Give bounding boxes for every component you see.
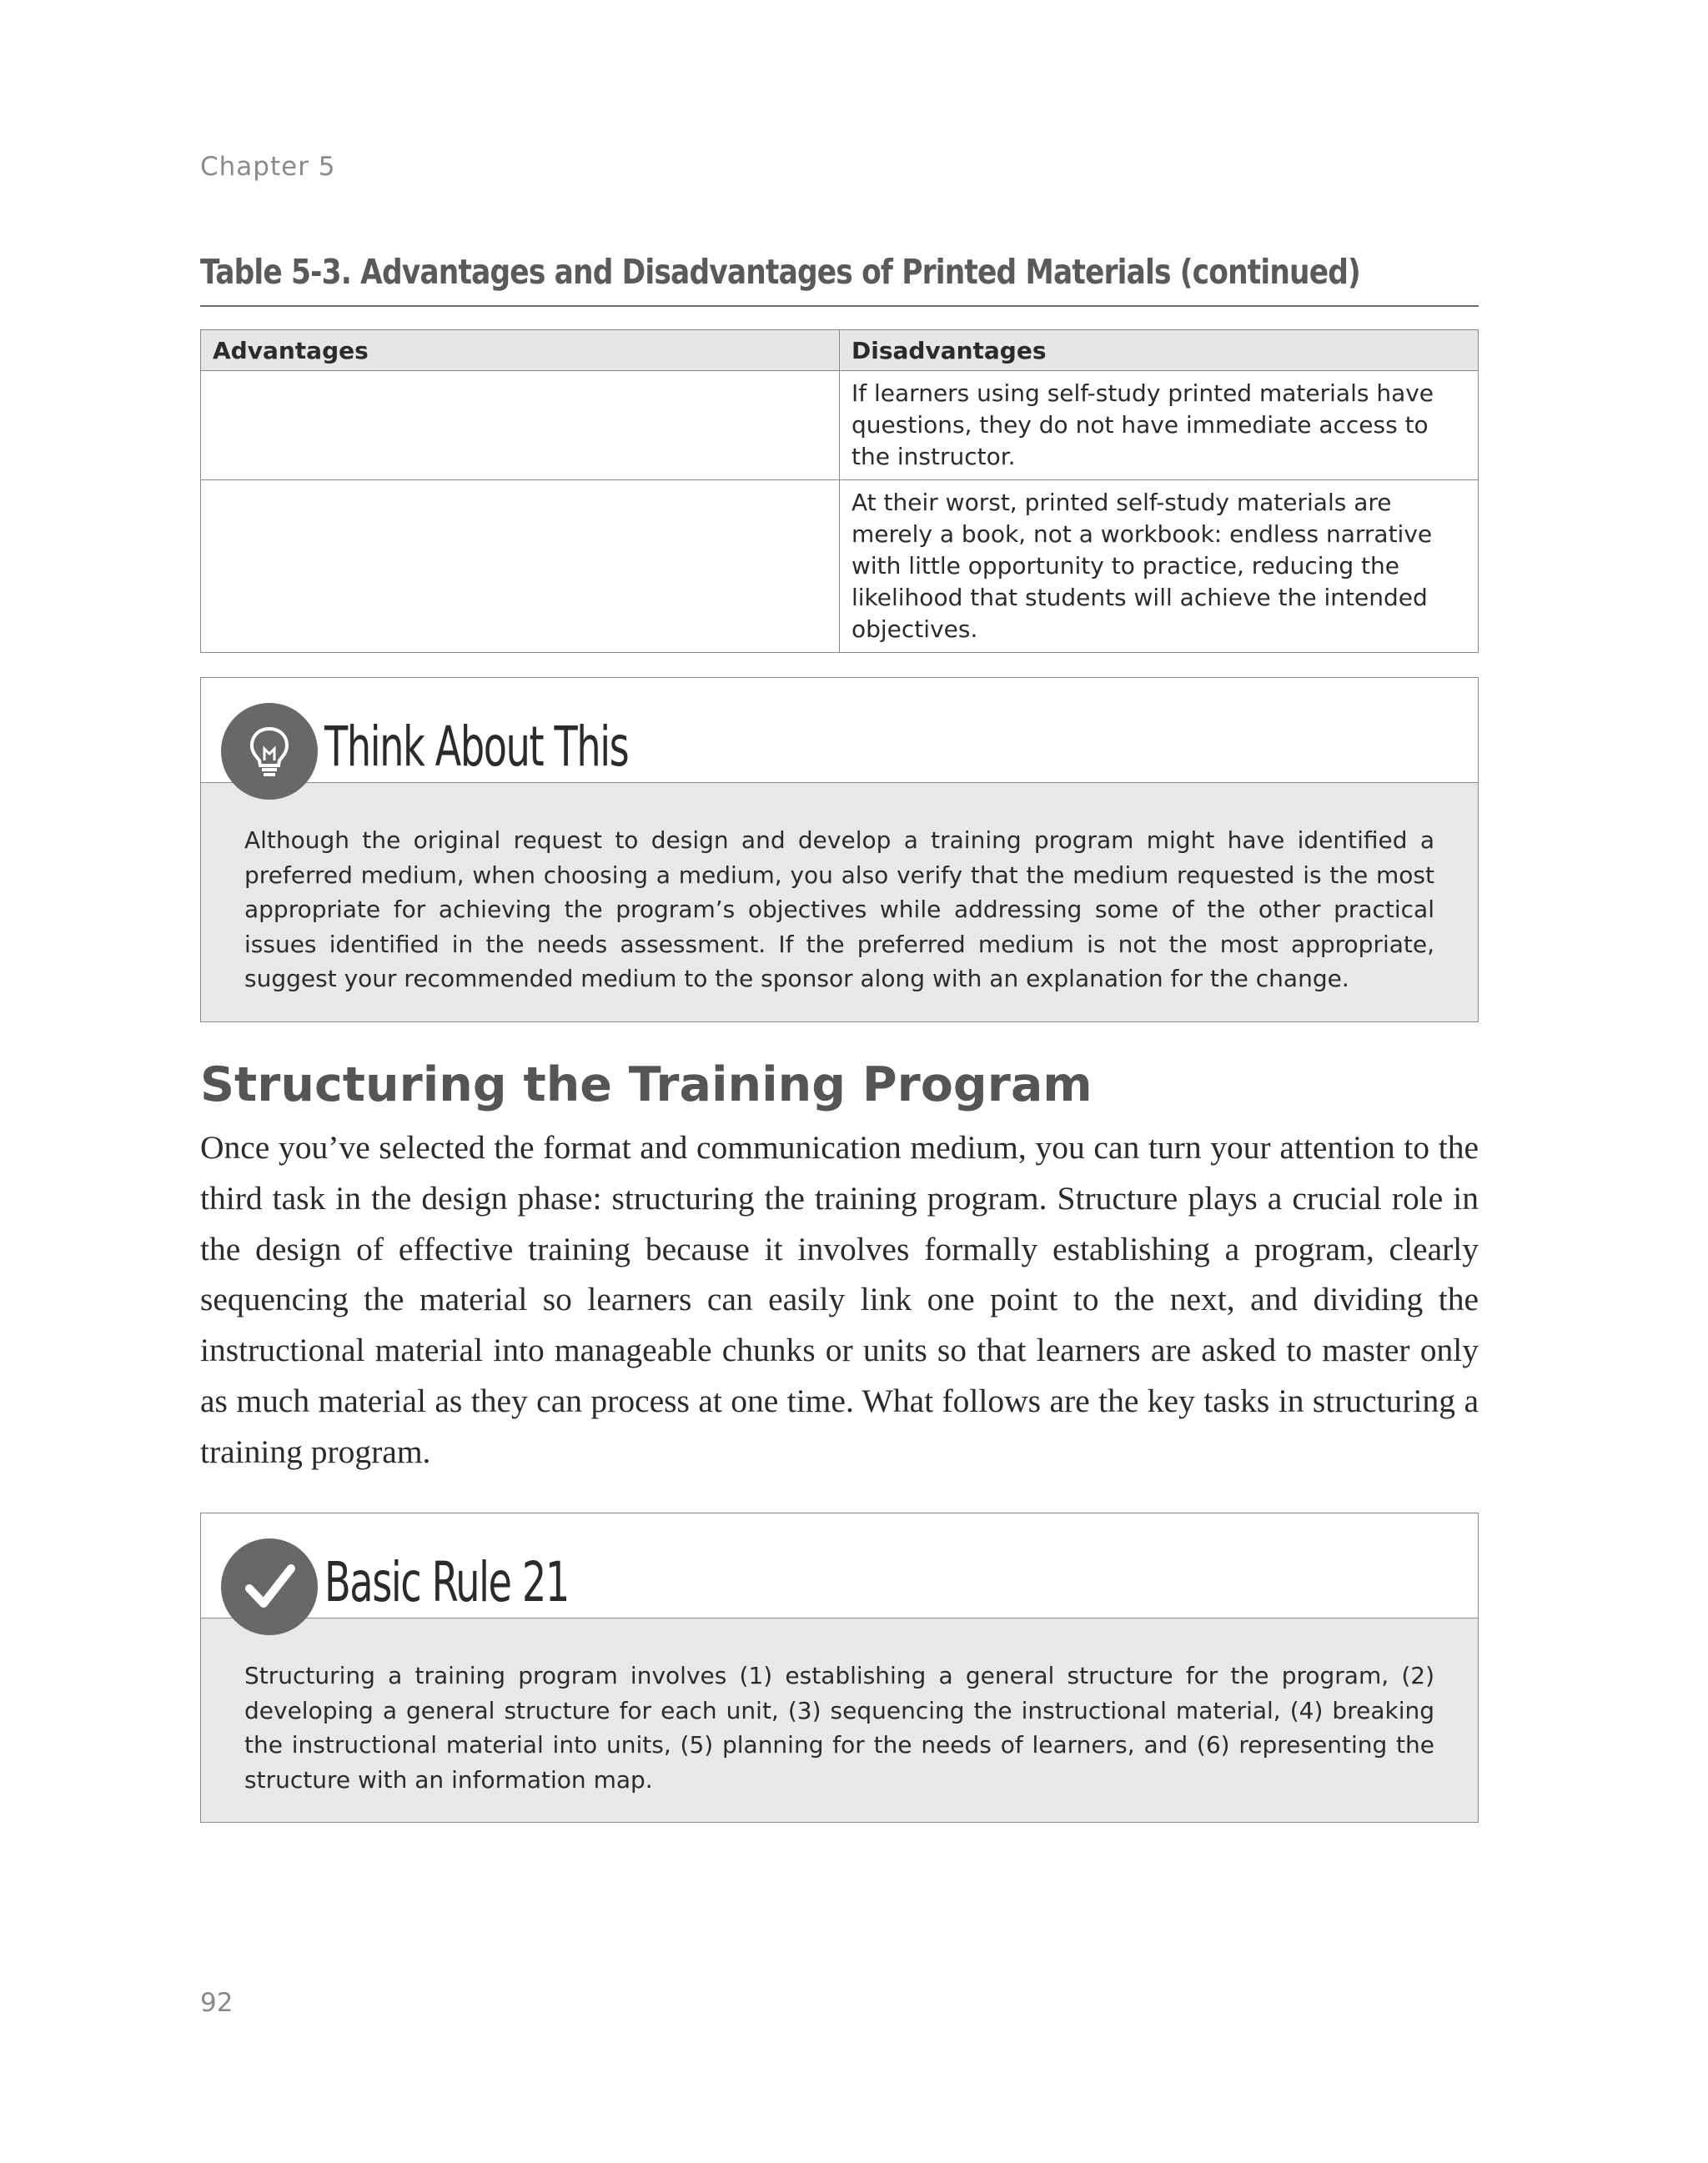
checkmark-icon: [221, 1538, 318, 1635]
think-box-body: [201, 783, 1478, 1021]
think-about-this-box: [200, 677, 1479, 1022]
think-box-text: Although the original request to design and develop a training program might have identified a preferred medium, when choosing a medium, you also verify that the medium requested is the most appropriate for achieving the program’s objectives while addressing some of the other practical issues identified in the needs assessment. If the preferred medium is not the most appropriate, suggest your recommended medium to the sponsor along with an explanation for the change.: [244, 826, 1434, 992]
think-box-header: [201, 678, 1478, 783]
table-title-rule: [200, 305, 1479, 307]
running-head: Chapter 5: [200, 152, 336, 182]
basic-rule-box: [200, 1513, 1479, 1823]
rule-box-body: [201, 1618, 1478, 1822]
body-paragraph: Once you’ve selected the format and communication medium, you can turn your attention to the third task in the design phase: structuring the training program. Structure plays a crucial role in the design of effective training because it involves formally establishing a program, clearly sequencing the material so learners can easily link one point to the next, and dividing the instructional material into manageable chunks or units so that learners are asked to master only as much material as they can process at one time. What follows are the key tasks in structuring a training program.: [200, 1129, 1479, 1470]
table-row: [201, 480, 1479, 653]
column-header-advantages: Advantages: [201, 330, 840, 371]
rule-box-text: Structuring a training program involves (1) establishing a general structure for the program, (2) developing a general structure for each unit, (3) sequencing the instructional material, (4) breaking the instructional material into units, (5) planning for the needs of learners, and (6) representing the structure with an information map.: [244, 1662, 1434, 1794]
disadvantage-cell: At their worst, printed self-study materials are merely a book, not a workbook: endless narrative with little opportunity to practice, reducing the likelihood that students will achieve the intended objectives.: [840, 480, 1479, 653]
table-title: Table 5-3. Advantages and Disadvantages of Printed Materials (continued): [200, 252, 1360, 292]
table-row: [201, 371, 1479, 480]
rule-box-header: [201, 1513, 1478, 1618]
column-header-disadvantages: Disadvantages: [840, 330, 1479, 371]
advantages-table: [200, 329, 1479, 653]
think-box-heading: Think About This: [324, 715, 629, 779]
page-number: 92: [200, 1988, 234, 2018]
disadvantage-cell: If learners using self-study printed materials have questions, they do not have immediate access to the instructor.: [840, 371, 1479, 480]
lightbulb-icon: [221, 703, 318, 800]
section-heading: Structuring the Training Program: [200, 1057, 1093, 1112]
advantage-cell: [201, 480, 840, 653]
rule-box-heading: Basic Rule 21: [324, 1550, 569, 1614]
advantage-cell: [201, 371, 840, 480]
table-header-row: [201, 330, 1479, 371]
